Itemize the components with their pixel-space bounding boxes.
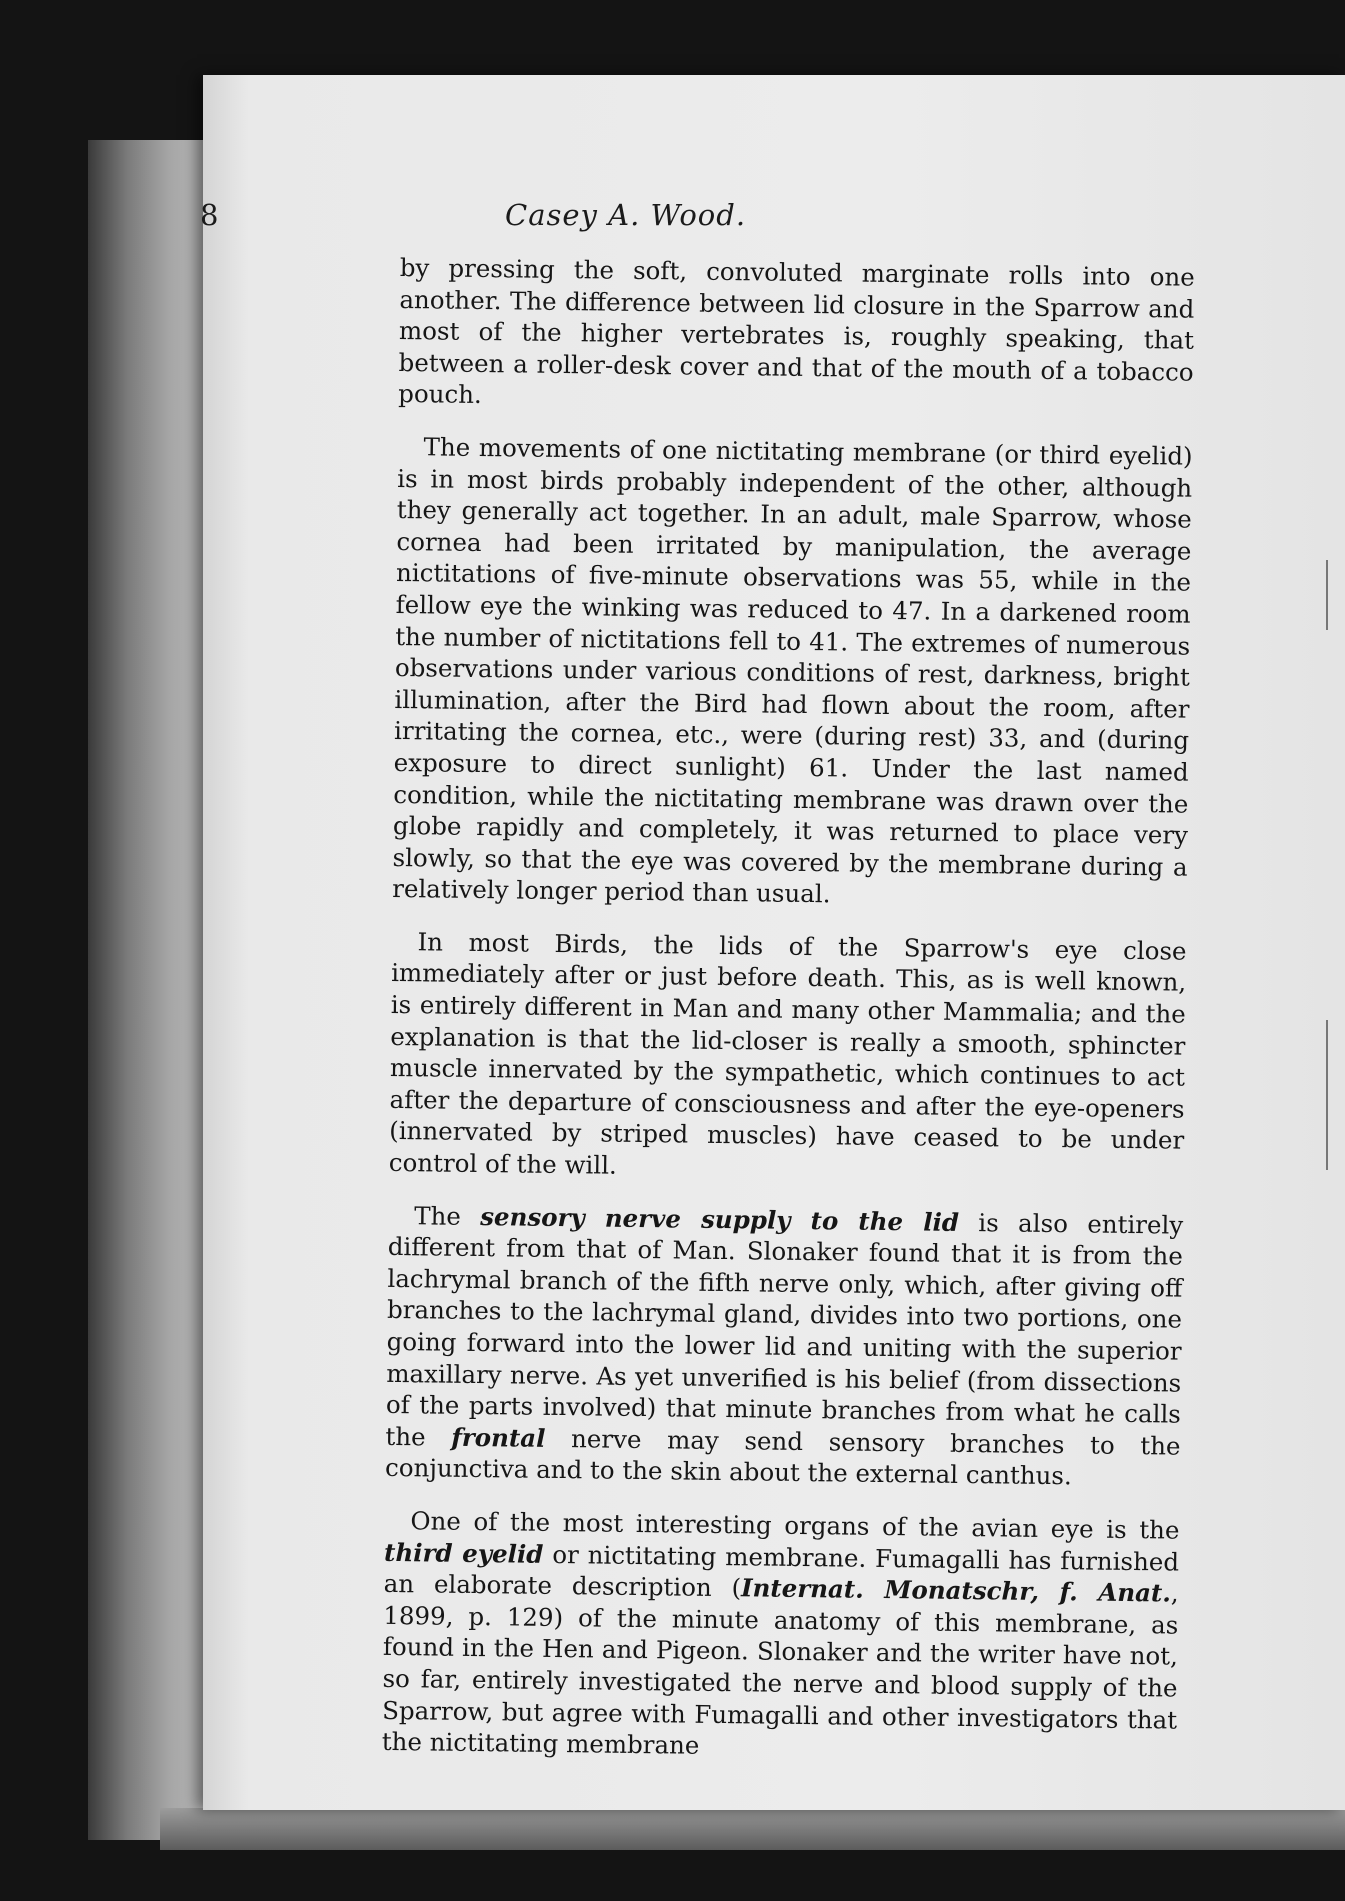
- text-run: by pressing the soft, convoluted marginate rolls into one another. The difference between lid closure in the Sparrow and most of the higher vertebrates is, roughly speaking, that between a roller-desk cover and that of the mouth of a tobacco pouch.: [398, 252, 1195, 410]
- paragraph: [392, 431, 1193, 915]
- emphasized-text: frontal: [451, 1422, 546, 1453]
- paragraph: [398, 252, 1195, 420]
- text-run: nerve may send sensory branches to the conjunctiva and to the skin about the external canthus.: [384, 1423, 1181, 1491]
- text-run: is also entirely different from that of Man. Slonaker found that it is from the lachrymal branch of the fifth nerve only, which, after giving off branches to the lachrymal gland, divides into two portions, one going forward into the lower lid and uniting with the superior maxillary nerve. As yet unverified is his belief (from dissections of the parts involved) that minute branches from what he calls the: [385, 1207, 1184, 1452]
- page-edge-mark: [1326, 1020, 1328, 1170]
- page-header: [200, 198, 1200, 238]
- body-text: [381, 252, 1195, 1788]
- text-run: , 1899, p. 129) of the minute anatomy of this membrane, as found in the Hen and Pigeon. Slonaker and the writer have not, so far, entirely investigated the nerve and blood supply of the Sparrow, but agree with Fumagalli and other investigators that the nictitating membrane: [381, 1578, 1179, 1760]
- emphasized-text: Internat. Monatschr, f. Anat.: [740, 1573, 1172, 1608]
- emphasized-text: sensory nerve supply to the lid: [480, 1201, 960, 1237]
- text-run: The movements of one nictitating membrane (or third eyelid) is in most birds probably independent of the other, although they generally act together. In an adult, male Sparrow, whose cornea had been irritated by manipulation, the average nictitations of five-minute observations was 55, while in the fellow eye the winking was reduced to 47. In a darkened room the number of nictitations fell to 41. The extremes of numerous observations under various conditions of rest, darkness, bright illumination, after the Bird had flown about the room, after irritating the cornea, etc., were (during rest) 33, and (during exposure to direct sunlight) 61. Under the last named condition, while the nictitating membrane was drawn over the globe rapidly and completely, it was returned to place very slowly, so that the eye was covered by the membrane during a relatively longer period than usual.: [392, 432, 1193, 909]
- paragraph: [389, 926, 1187, 1188]
- page-edge-mark: [1326, 560, 1328, 630]
- paragraph: [385, 1200, 1183, 1494]
- emphasized-text: third eyelid: [383, 1537, 544, 1569]
- text-run: One of the most interesting organs of the avian eye is the: [410, 1506, 1180, 1545]
- page-number: 8: [200, 198, 219, 232]
- scan-shadow-left: [88, 140, 203, 1840]
- scan-shadow-bottom: [160, 1808, 1345, 1850]
- text-run: In most Birds, the lids of the Sparrow's eye close immediately after or just before death. This, as is well known, is entirely different in Man and many other Mammalia; and the explanation is that the lid-closer is really a smooth, sphincter muscle innervated by the sympathetic, which continues to act after the departure of consciousness and after the eye-openers (innervated by striped muscles) have ceased to be under control of the will.: [388, 927, 1187, 1180]
- text-run: or nictitating membrane. Fumagalli has furnished an elaborate description (: [383, 1539, 1180, 1603]
- text-run: The: [414, 1200, 481, 1231]
- paragraph: [382, 1505, 1180, 1767]
- running-head: Casey A. Wood.: [505, 198, 747, 232]
